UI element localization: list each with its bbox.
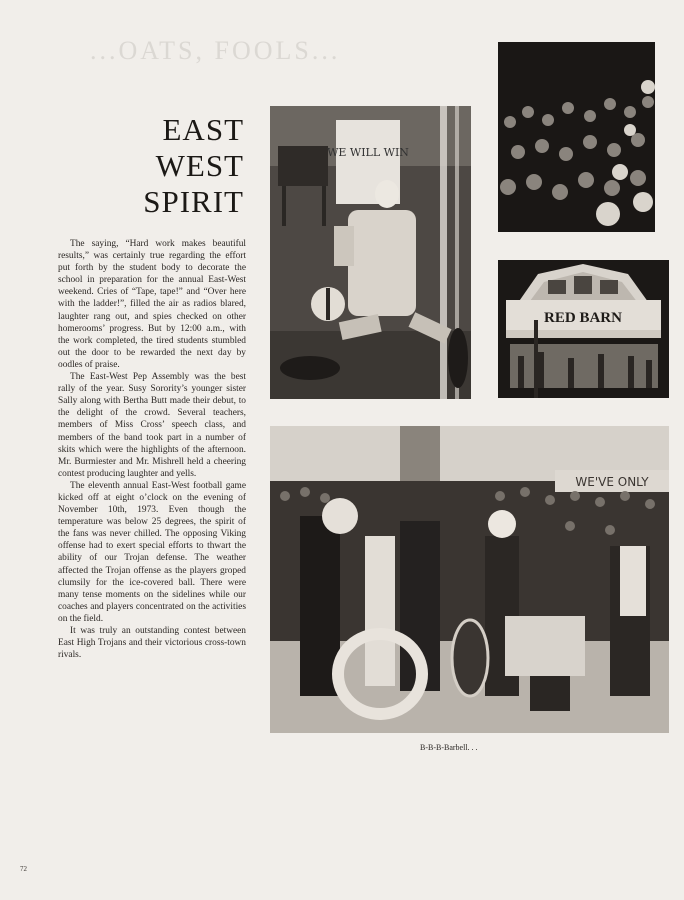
bleed-through-header: ...OATS, FOOLS...	[90, 36, 341, 65]
skeleton-sign-text: WE WILL WIN	[327, 146, 409, 159]
barn-sign-text: RED BARN	[544, 310, 622, 326]
photo-caption: B-B-B-Barbell. . .	[420, 743, 478, 752]
paragraph-decorating: The saying, “Hard work makes beautiful results,” was certainly true regarding the effort put forth by the student body to decorate the school in preparation for the annual East-West weekend. Cries of “Tape, tape!” and “Over here with the ladder!”, filled the air as radios blared, laughter rang out, and spies checked on other homerooms’ progress. But by 12:00 a.m., with the work completed, the tired students stumbled out the door to be rewarded the next day by oodles of praise.	[58, 239, 246, 370]
paragraph-conclusion: It was truly an outstanding contest between East High Trojans and their victorious cross-town rivals.	[58, 626, 246, 661]
title-line-east: EAST	[162, 112, 244, 147]
photo-pep-band	[270, 426, 669, 733]
title-line-spirit: SPIRIT	[143, 184, 244, 219]
photo-red-barn	[498, 260, 669, 398]
page-number: 72	[20, 865, 27, 873]
article-body	[58, 238, 246, 661]
photo-skeleton-decoration	[270, 106, 471, 399]
photo-cheering-crowd	[498, 42, 655, 232]
paragraph-pep-assembly: The East-West Pep Assembly was the best rally of the year. Susy Sorority’s younger sister Sally along with Bertha Butt made their debut, to the delight of the crowd. Several teachers, members of Miss Cross’ speech class, and members of the band took part in a number of skits which were the highlights of the afternoon. Mr. Burmiester and Mr. Mishrell held a cheering contest producing laughter and yells.	[58, 372, 246, 479]
banner-text: WE'VE ONLY	[575, 475, 649, 489]
paragraph-football-game: The eleventh annual East-West football game kicked off at eight o’clock on the evening of November 10th, 1973. Even though the temperature was below 25 degrees, the spirit of the fans was never chilled. The opposing Viking offense had to exert special efforts to thwart the ability of our Trojan defense. The weather affected the Trojan offense as the players groped clumsily for the ice-covered ball. There were many tense moments on the sidelines while our coaches and players concentrated on the activities on the field.	[58, 480, 246, 624]
page-title	[24, 112, 244, 220]
title-line-west: WEST	[155, 148, 244, 183]
